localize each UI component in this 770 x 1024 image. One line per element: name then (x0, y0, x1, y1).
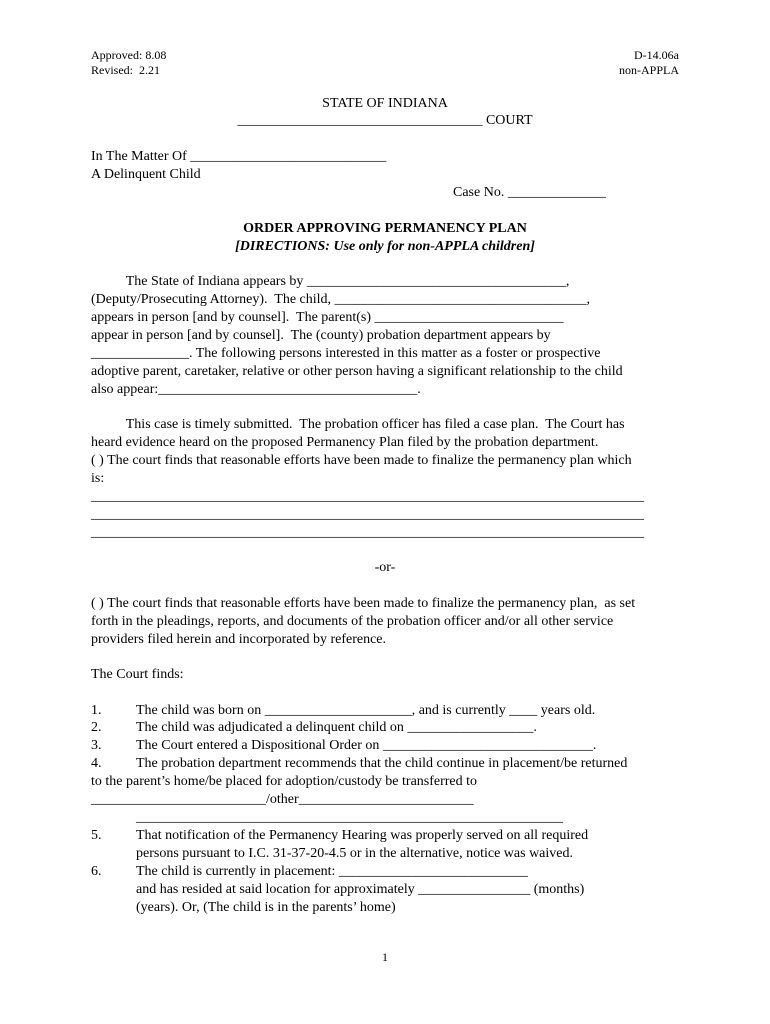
delinquent-child-line: A Delinquent Child (91, 167, 201, 182)
approved-date: Approved: 8.08 (91, 48, 167, 62)
para3-line: providers filed herein and incorporated by reference. (91, 632, 387, 647)
document-directions: [DIRECTIONS: Use only for non-APPLA children] (235, 239, 535, 254)
finding-text: That notification of the Permanency Hearing was properly served on all required (136, 828, 589, 843)
para2-line: ( ) The court finds that reasonable efforts have been made to finalize the permanency plan which (91, 453, 632, 468)
finding-text: (years). Or, (The child is in the parents’ home) (136, 900, 396, 915)
finding-number: 3. (91, 738, 102, 753)
para1-line: appear in person [and by counsel]. The (county) probation department appears by (91, 328, 551, 343)
matter-of-line: In The Matter Of ____________________________ (91, 149, 387, 164)
blank-line: _______________________________________________________________________________ (91, 507, 644, 522)
para2-line: is: (91, 471, 105, 486)
finding4-continuation: _________________________/other_________________________ (91, 792, 474, 807)
form-type: non-APPLA (618, 63, 679, 77)
para2-line: This case is timely submitted. The probation officer has filed a case plan. The Court has (91, 417, 625, 432)
finding-text: The child is currently in placement: ___________________________ (136, 864, 528, 879)
para1-line: appears in person [and by counsel]. The parent(s) ___________________________ (91, 310, 564, 325)
page-number: 1 (382, 950, 388, 964)
or-separator: -or- (374, 560, 396, 575)
revised-date: Revised: 2.21 (91, 63, 160, 77)
state-heading: STATE OF INDIANA (322, 96, 448, 111)
finding-text: The child was born on _____________________, and is currently ____ years old. (136, 703, 596, 718)
finding-text: and has resided at said location for approximately ________________ (months) (136, 882, 585, 897)
finding4-continuation: _____________________________________________________________ (136, 810, 563, 825)
document-title: ORDER APPROVING PERMANENCY PLAN (243, 221, 527, 236)
para3-line: forth in the pleadings, reports, and documents of the probation officer and/or all other service (91, 614, 614, 629)
finding-text: persons pursuant to I.C. 31-37-20-4.5 or in the alternative, notice was waived. (136, 846, 574, 861)
para2-line: heard evidence heard on the proposed Permanency Plan filed by the probation department. (91, 435, 599, 450)
para1-line: The State of Indiana appears by _____________________________________, (91, 274, 570, 289)
finding-number: 6. (91, 864, 102, 879)
finding-text: The Court entered a Dispositional Order on ______________________________. (136, 738, 597, 753)
blank-line: _______________________________________________________________________________ (91, 525, 644, 540)
para1-line: adoptive parent, caretaker, relative or other person having a significant relationship to the child (91, 364, 623, 379)
form-id: D-14.06a (634, 48, 679, 62)
blank-line: _______________________________________________________________________________ (91, 489, 644, 504)
court-finds-heading: The Court finds: (91, 667, 184, 682)
finding-number: 1. (91, 703, 102, 718)
para1-line: also appear:_____________________________________. (91, 382, 421, 397)
finding-number: 5. (91, 828, 102, 843)
finding-text: The probation department recommends that the child continue in placement/be returned (136, 756, 628, 771)
finding-number: 2. (91, 720, 102, 735)
para3-line: ( ) The court finds that reasonable efforts have been made to finalize the permanency plan, as set (91, 596, 636, 611)
finding-text: The child was adjudicated a delinquent child on __________________. (136, 720, 537, 735)
case-number-line: Case No. ______________ (453, 185, 606, 200)
court-line: ___________________________________ COURT (237, 113, 533, 128)
finding-number: 4. (91, 756, 102, 771)
para1-line: ______________. The following persons interested in this matter as a foster or prospective (91, 346, 601, 361)
para1-line: (Deputy/Prosecuting Attorney). The child, ____________________________________, (91, 292, 591, 307)
finding4-continuation: to the parent’s home/be placed for adoption/custody be transferred to (91, 774, 478, 789)
